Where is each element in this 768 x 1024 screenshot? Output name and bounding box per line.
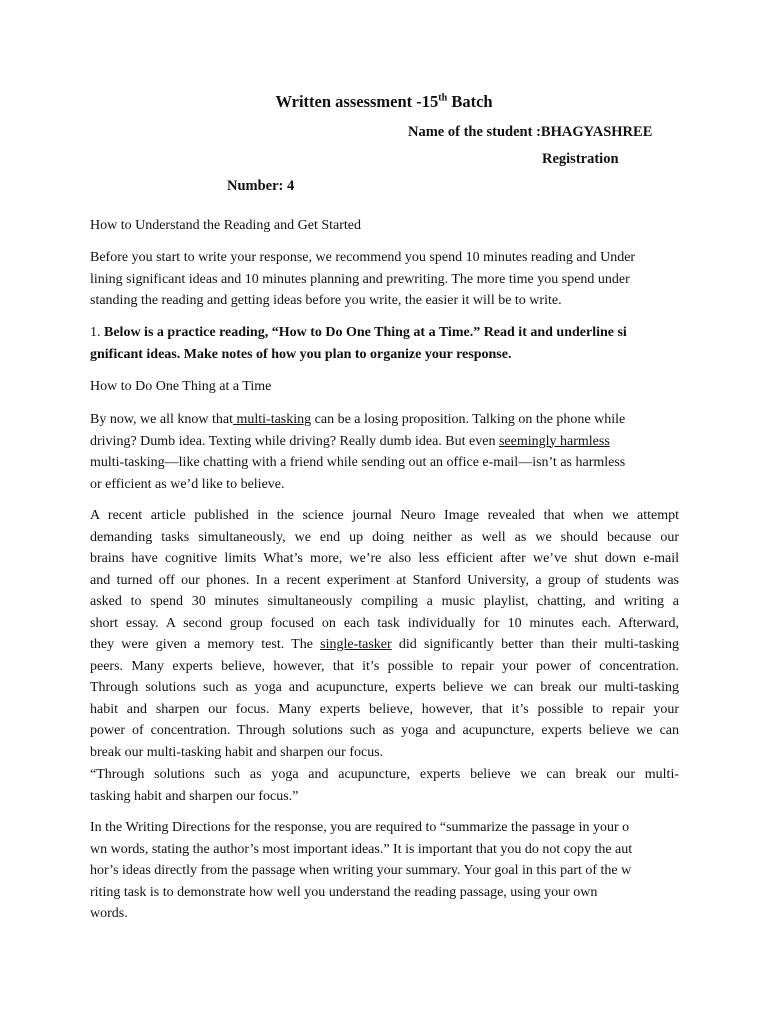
reading-paragraph-2: A recent article published in the science journal Neuro Image revealed that when we attempt demanding tasks simultaneously, we end up doing neither as well as we should because our brains have cognitive limits What’s more, we’re also less efficient after we’ve shut down e-mail and turned off our phones. In a recent experiment at Stanford University, a group of students was asked to spend 30 minutes simultaneously compiling a music playlist, chatting, and writing a short essay. A second group focused on each task individually for 10 minutes each. Afterward, they were given a memory test. The single-tasker did significantly better than their multi-tasking peers. Many experts believe, however, that it’s possible to repair your power of concentration. Through solutions such as yoga and acupuncture, experts believe we can break our multi-tasking habit and sharpen our focus. Many experts believe, however, that it’s possible to repair your power of concentration. Through solutions such as yoga and acupuncture, experts believe we can break our multi-tasking habit and sharpen our focus. — [90, 508, 680, 760]
section-heading: How to Understand the Reading and Get Started — [90, 218, 361, 233]
task-instruction: 1. Below is a practice reading, “How to Do One Thing at a Time.” Read it and underline si gnificant ideas. Make notes of how you plan to organize your response. — [90, 325, 627, 362]
underlined-phrase: single-tasker — [320, 637, 392, 652]
title-superscript: th — [438, 92, 448, 104]
reading-title: How to Do One Thing at a Time — [90, 379, 272, 394]
registration-label: Registration — [542, 151, 619, 167]
assessment-title: Written assessment -15th Batch — [275, 92, 493, 111]
intro-paragraph: Before you start to write your response, we recommend you spend 10 minutes reading and Under lining significant ideas and 10 minutes planning and prewriting. The more time you spend under standing the reading and getting ideas before you write, the easier it will be to write. — [90, 250, 636, 308]
underlined-phrase: multi-tasking — [232, 412, 312, 427]
directions-paragraph: In the Writing Directions for the response, you are required to “summarize the passage in your o wn words, stating the author’s most important ideas.” It is important that you do not copy the aut hor’s ideas directly from the passage when writing your summary. Your goal in this part of the w riting task is to demonstrate how well you understand the reading passage, using your own words. — [90, 820, 633, 921]
quote-paragraph: “Through solutions such as yoga and acupuncture, experts believe we can break our multi- tasking habit and sharpen our focus.” — [90, 767, 679, 804]
underlined-phrase: seemingly harmless — [498, 433, 610, 449]
student-name: Name of the student :BHAGYASHREE — [408, 124, 653, 140]
reading-paragraph-1: By now, we all know that multi-tasking can be a losing proposition. Talking on the phone while driving? Dumb idea. Texting while driving? Really dumb idea. But even seemingly harmless multi-tasking—like chatting with a friend while sending out an office e-mail—isn’t as harmless or efficient as we’d like to believe. — [90, 412, 626, 492]
registration-number: Number: 4 — [227, 178, 295, 194]
